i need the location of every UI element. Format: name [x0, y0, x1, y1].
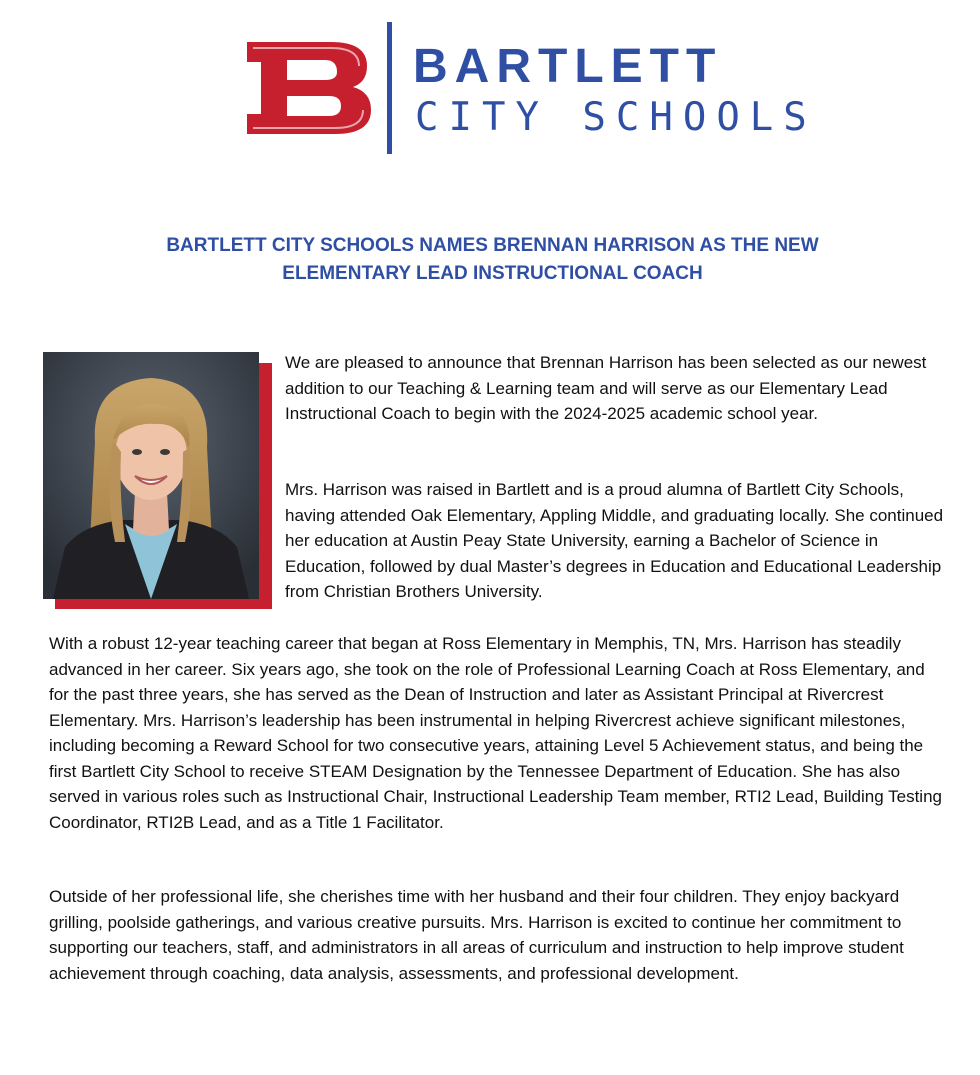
article-headline [90, 232, 895, 288]
headline-line-1: BARTLETT CITY SCHOOLS NAMES BRENNAN HARRISON AS THE NEW [166, 235, 819, 256]
logo-city-schools-text: CITY SCHOOLS [415, 95, 817, 140]
paragraph-career: With a robust 12-year teaching career that began at Ross Elementary in Memphis, TN, Mrs. Harrison has steadily advanced in her career. Six years ago, she took on the role of Professional Learning Coach at Ross Elementary, and for the past three years, she has served as the Dean of Instruction and later as Assistant Principal at Rivercrest Elementary. Mrs. Harrison’s leadership has been instrumental in helping Rivercrest achieve significant milestones, including becoming a Reward School for two consecutive years, attaining Level 5 Achievement status, and being the first Bartlett City School to receive STEAM Designation by the Tennessee Department of Education. She has also served in various roles such as Instructional Chair, Instructional Leadership Team member, RTI2 Lead, Building Testing Coordinator, RTI2B Lead, and as a Title 1 Facilitator. [49, 634, 942, 832]
paragraph-announcement: We are pleased to announce that Brennan Harrison has been selected as our newest addition to our Teaching & Learning team and will serve as our Elementary Lead Instructional Coach to begin with the 2024-2025 academic school year. [285, 353, 927, 423]
headline-line-2: ELEMENTARY LEAD INSTRUCTIONAL COACH [282, 263, 703, 284]
paragraph-personal: Outside of her professional life, she cherishes time with her husband and their four children. They enjoy backyard grilling, poolside gatherings, and various creative pursuits. Mrs. Harrison is excited to continue her commitment to supporting our teachers, staff, and administrators in all areas of curriculum and instruction to help improve student achievement through coaching, data analysis, assessments, and professional development. [49, 887, 904, 983]
b-letter-icon [247, 42, 373, 134]
bartlett-city-schools-logo [245, 22, 817, 154]
portrait-photo [43, 352, 259, 599]
paragraph-education: Mrs. Harrison was raised in Bartlett and is a proud alumna of Bartlett City Schools, having attended Oak Elementary, Appling Middle, and graduating locally. She continued her education at Austin Peay State University, earning a Bachelor of Science in Education, followed by dual Master’s degrees in Education and Educational Leadership from Christian Brothers University. [285, 480, 944, 601]
portrait-photo-icon [43, 352, 259, 599]
logo-divider [387, 22, 392, 154]
logo-b-mark [247, 42, 373, 139]
logo-bartlett-text: BARTLETT [413, 40, 723, 93]
